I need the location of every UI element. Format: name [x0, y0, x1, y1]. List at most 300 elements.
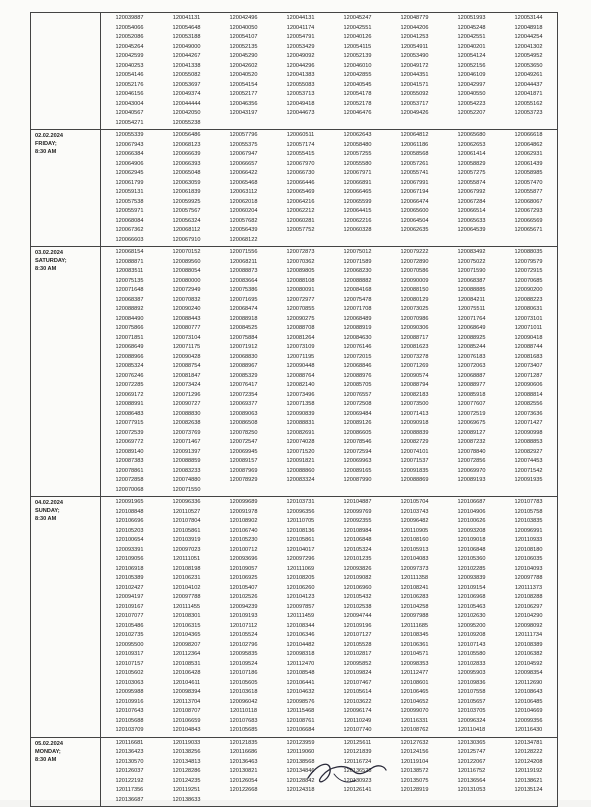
- roll-number: 120046010: [343, 62, 372, 69]
- roll-number: 120054952: [514, 53, 543, 59]
- roll-number: 120076557: [343, 391, 372, 398]
- roll-number: 120110705: [286, 518, 315, 524]
- roll-number: 120108180: [514, 546, 543, 553]
- roll-number: 120124235: [172, 777, 201, 784]
- roll-number: 120106848: [457, 546, 486, 553]
- roll-number: 120040201: [457, 43, 486, 50]
- roll-number: 120071556: [229, 249, 258, 255]
- roll-number: 120088443: [172, 315, 201, 322]
- roll-number: 120082556: [514, 401, 543, 407]
- roll-number: 120103705: [457, 708, 486, 714]
- roll-number: 120091965: [115, 499, 144, 505]
- roll-number: 120130570: [115, 758, 144, 765]
- roll-number: 120051993: [457, 15, 486, 21]
- roll-number: 120119251: [172, 787, 201, 793]
- roll-number: 120095500: [115, 641, 144, 648]
- roll-number: 120068387: [115, 296, 144, 303]
- roll-number: 120073104: [172, 334, 201, 341]
- roll-number: 120072977: [286, 296, 315, 303]
- roll-number: 120138256: [172, 749, 201, 755]
- roll-number: 120074101: [400, 448, 429, 455]
- roll-number-grid: [101, 497, 557, 737]
- roll-number: 120089127: [457, 429, 486, 436]
- roll-number: 120052176: [115, 81, 144, 88]
- roll-number: 120093391: [115, 546, 144, 553]
- roll-number: 120068387: [457, 277, 486, 284]
- roll-number: 120046476: [343, 110, 372, 116]
- roll-number: 120071648: [115, 287, 144, 293]
- roll-number: 120102285: [457, 565, 486, 572]
- roll-number: 120110905: [400, 527, 429, 534]
- roll-number: 120097988: [400, 613, 429, 619]
- roll-number: 120115468: [286, 708, 315, 714]
- roll-number: 120053717: [400, 100, 429, 107]
- roll-number: 120056486: [172, 132, 201, 138]
- roll-number: 120078546: [343, 439, 372, 445]
- roll-number: 120085324: [115, 363, 144, 369]
- roll-number: 120090574: [400, 372, 429, 379]
- roll-number: 120105203: [115, 527, 144, 534]
- roll-number: 120088919: [343, 325, 372, 331]
- roll-number: 120080091: [286, 287, 315, 293]
- roll-number: 120090839: [286, 410, 315, 417]
- roll-number: 120134781: [514, 739, 543, 746]
- roll-number: 120067991: [400, 179, 429, 186]
- schedule-row: [31, 130, 558, 247]
- roll-number: 120116724: [343, 758, 372, 765]
- roll-number: 120054115: [343, 43, 372, 50]
- roll-number: 120116430: [514, 727, 543, 733]
- roll-number: 120082691: [286, 429, 315, 436]
- roll-number: 120054791: [286, 34, 315, 40]
- roll-number: 120107740: [343, 727, 372, 733]
- roll-number: 120060281: [286, 217, 315, 224]
- roll-number: 120072890: [400, 258, 429, 265]
- session-date-label: 05.02.2024 MONDAY; 8:30 AM: [31, 737, 101, 807]
- roll-number: 120104482: [286, 641, 315, 648]
- roll-number: 120104611: [172, 679, 201, 686]
- roll-number: 120088859: [172, 458, 201, 464]
- roll-number: 120071296: [172, 391, 201, 398]
- roll-number: 120109208: [457, 632, 486, 638]
- roll-number: 120083233: [172, 467, 201, 474]
- roll-number: 120088860: [286, 467, 315, 474]
- roll-number: 120116752: [457, 768, 486, 774]
- roll-number: 120112477: [400, 670, 429, 676]
- roll-number: 120125747: [457, 749, 486, 755]
- roll-number: 120104632: [286, 689, 315, 695]
- roll-number: 120066384: [115, 151, 144, 157]
- roll-number: 120071520: [286, 448, 315, 455]
- roll-number: 120138572: [400, 768, 429, 774]
- roll-number: 120071413: [400, 410, 429, 417]
- roll-number: 120096324: [457, 717, 486, 724]
- roll-number: 120094239: [229, 603, 258, 610]
- roll-number: 120052177: [229, 91, 258, 97]
- roll-number: 120072519: [457, 410, 486, 417]
- roll-number: 120073500: [400, 401, 429, 407]
- roll-number: 120059131: [115, 189, 144, 195]
- roll-number: 120070685: [514, 277, 543, 284]
- roll-number: 120067947: [229, 151, 258, 157]
- roll-number: 120061186: [400, 141, 429, 148]
- roll-number: 120089063: [229, 410, 258, 417]
- roll-number: 120041338: [172, 62, 201, 69]
- roll-number: 120057174: [286, 141, 315, 148]
- roll-number: 120066446: [286, 179, 315, 186]
- session-date-label: 03.02.2024 SATURDAY; 8:30 AM: [31, 247, 101, 497]
- roll-number: 120105758: [514, 508, 543, 515]
- roll-number: 120070986: [400, 315, 429, 322]
- roll-number: 120081683: [514, 353, 543, 360]
- roll-number: 120112364: [172, 651, 201, 657]
- roll-number: 120138633: [172, 796, 201, 803]
- roll-number: 120041302: [514, 43, 543, 50]
- roll-number: 120088839: [400, 429, 429, 436]
- roll-number: 120071195: [286, 353, 315, 360]
- roll-number: 120072594: [343, 448, 372, 455]
- roll-number: 120063112: [229, 189, 258, 195]
- roll-number: 120044444: [172, 100, 201, 107]
- roll-number: 120064812: [400, 132, 429, 138]
- roll-number: 120071011: [514, 325, 543, 331]
- roll-number: 120071550: [172, 486, 201, 493]
- roll-number: 120071590: [457, 268, 486, 274]
- roll-number: 120066891: [343, 179, 372, 186]
- roll-number: 120088925: [457, 334, 486, 341]
- roll-number: 120138568: [286, 758, 315, 765]
- roll-number: 120102817: [343, 651, 372, 657]
- roll-number: 120088991: [115, 401, 144, 407]
- roll-number: 120077915: [115, 420, 144, 426]
- roll-number: 120071912: [229, 344, 258, 350]
- roll-number: 120091978: [229, 508, 258, 515]
- roll-number: 120061439: [514, 160, 543, 167]
- roll-number: 120046156: [115, 91, 144, 97]
- roll-number: 120068112: [172, 227, 201, 233]
- roll-number: 120122192: [115, 777, 144, 784]
- roll-number: 120071537: [400, 458, 429, 464]
- roll-number: 120124208: [514, 758, 543, 765]
- roll-number: 120073101: [514, 315, 543, 322]
- roll-number: 120104258: [400, 603, 429, 610]
- roll-number: 120106297: [514, 603, 543, 610]
- roll-number: 120076146: [343, 344, 372, 350]
- roll-number: 120070855: [286, 306, 315, 312]
- roll-number: 120068230: [343, 268, 372, 274]
- roll-number: 120072949: [172, 287, 201, 293]
- roll-number: 120055082: [172, 72, 201, 78]
- roll-number: 120067992: [457, 189, 486, 195]
- roll-number: 120134813: [172, 758, 201, 765]
- roll-number: 120042551: [457, 34, 486, 40]
- roll-number: 120068846: [343, 363, 372, 369]
- roll-number: 120053650: [514, 62, 543, 69]
- roll-number: 120057261: [400, 160, 429, 167]
- roll-number: 120082183: [400, 391, 429, 398]
- roll-number: 120069172: [115, 391, 144, 398]
- roll-number: 120088794: [400, 382, 429, 388]
- roll-number: 120128919: [400, 787, 429, 793]
- roll-number: 120102526: [229, 594, 258, 600]
- roll-number: 120102538: [343, 603, 372, 610]
- roll-number: 120052139: [343, 53, 372, 59]
- roll-number: 120111358: [400, 575, 429, 581]
- roll-number: 120108761: [286, 717, 315, 724]
- roll-number: 120054124: [457, 53, 486, 59]
- roll-number: 120093208: [457, 527, 486, 534]
- roll-number: 120042997: [457, 81, 486, 88]
- roll-number: 120121839: [343, 749, 372, 755]
- roll-number: 120088108: [286, 277, 315, 284]
- roll-number: 120066657: [229, 160, 258, 167]
- roll-number: 120103709: [115, 727, 144, 733]
- roll-number: 120105524: [229, 632, 258, 638]
- roll-number: 120068887: [457, 372, 486, 379]
- roll-number: 120057567: [172, 208, 201, 214]
- roll-number: 120055415: [286, 151, 315, 157]
- roll-number: 120079579: [514, 258, 543, 265]
- roll-number: 120062643: [343, 132, 372, 138]
- roll-number: 120088744: [514, 344, 543, 350]
- roll-number: 120074880: [172, 477, 201, 483]
- roll-number: 120069963: [343, 458, 372, 464]
- roll-number: 120125611: [343, 739, 372, 746]
- roll-number: 120072539: [115, 429, 144, 436]
- roll-number: 120119033: [172, 739, 201, 746]
- roll-number: 120075478: [343, 296, 372, 303]
- roll-number: 120076246: [115, 372, 144, 379]
- roll-number: 120088831: [286, 420, 315, 426]
- roll-number: 120110418: [457, 727, 486, 733]
- roll-number: 120046109: [457, 72, 486, 78]
- schedule-row: [31, 13, 558, 130]
- roll-number: 120106925: [229, 575, 258, 581]
- roll-number: 120119060: [286, 749, 315, 755]
- roll-number: 120087232: [457, 439, 486, 445]
- roll-number: 120100712: [229, 546, 258, 553]
- roll-number: 120042496: [229, 15, 258, 21]
- roll-number: 120119192: [514, 768, 543, 774]
- roll-number: 120088869: [400, 477, 429, 483]
- roll-number: 120106740: [229, 527, 258, 534]
- roll-number: 120061414: [457, 151, 486, 157]
- roll-number: 120040545: [343, 81, 372, 88]
- roll-number: 120058985: [514, 170, 543, 176]
- roll-number: 120109824: [343, 670, 372, 676]
- roll-number: 120075022: [457, 258, 486, 265]
- roll-number: 120063059: [172, 179, 201, 186]
- roll-number: 120097296: [286, 556, 315, 562]
- roll-number: 120066639: [172, 151, 201, 157]
- roll-number: 120072508: [343, 401, 372, 407]
- roll-number: 120055092: [400, 91, 429, 97]
- roll-number: 120104083: [400, 556, 429, 562]
- roll-number: 120103743: [400, 508, 429, 515]
- roll-number: 120096174: [343, 708, 372, 714]
- roll-number: 120065671: [514, 227, 543, 233]
- roll-number: 120093696: [229, 556, 258, 562]
- roll-number: 120069377: [229, 401, 258, 407]
- roll-number: 120088918: [229, 315, 258, 322]
- roll-number: 120103919: [172, 537, 201, 543]
- roll-number: 120040520: [229, 72, 258, 78]
- roll-number: 120068067: [514, 198, 543, 205]
- roll-number: 120074028: [286, 439, 315, 445]
- roll-number: 120109057: [229, 565, 258, 572]
- roll-number: 120041383: [286, 72, 315, 78]
- roll-number: 120078861: [115, 467, 144, 474]
- roll-number: 120099689: [229, 499, 258, 505]
- roll-number: 120105605: [229, 679, 258, 686]
- roll-number: 120098353: [400, 660, 429, 667]
- roll-number: 120090918: [400, 420, 429, 426]
- roll-number: 120067943: [115, 141, 144, 148]
- roll-number: 120068489: [343, 315, 372, 322]
- roll-number: 120055238: [172, 119, 201, 126]
- roll-number: 120066422: [229, 170, 258, 176]
- roll-number: 120077607: [457, 401, 486, 407]
- roll-number: 120090428: [172, 353, 201, 360]
- roll-number: 120107467: [343, 679, 372, 686]
- roll-number: 120080000: [172, 277, 201, 284]
- roll-number: 120106696: [115, 518, 144, 524]
- roll-number: 120053188: [172, 34, 201, 40]
- roll-number: 120105389: [115, 575, 144, 581]
- roll-number: 120105360: [457, 556, 486, 562]
- roll-number: 120054271: [115, 119, 144, 126]
- roll-number: 120049426: [400, 110, 429, 116]
- roll-number: 120110527: [172, 508, 201, 515]
- roll-number: 120108707: [172, 708, 201, 714]
- roll-number: 120068123: [172, 141, 201, 148]
- roll-number: 120096991: [514, 527, 543, 534]
- roll-number: 120103622: [343, 698, 372, 705]
- roll-number: 120093826: [343, 565, 372, 572]
- roll-number: 120069970: [457, 467, 486, 474]
- roll-number: 120090275: [286, 315, 315, 322]
- roll-number: 120075386: [229, 287, 258, 293]
- roll-number: 120102796: [229, 641, 258, 648]
- roll-number: 120108198: [172, 565, 201, 572]
- roll-number: 120078840: [457, 448, 486, 455]
- roll-number: 120057682: [229, 217, 258, 224]
- roll-number: 120105324: [343, 546, 372, 553]
- roll-number: 120105432: [343, 594, 372, 600]
- roll-number: 120105614: [343, 689, 372, 695]
- roll-number: 120135124: [514, 787, 543, 793]
- roll-number: 120065469: [286, 189, 315, 195]
- roll-number: 120110118: [229, 708, 258, 714]
- roll-number: 120107558: [457, 689, 486, 695]
- roll-number: 120074453: [514, 458, 543, 464]
- roll-number: 120052156: [457, 62, 486, 69]
- roll-number: 120105704: [400, 499, 429, 505]
- roll-number: 120106687: [457, 499, 486, 505]
- roll-number: 120042855: [343, 72, 372, 78]
- roll-number: 120049418: [286, 100, 315, 107]
- roll-number: 120097788: [172, 594, 201, 600]
- roll-number: 120098354: [514, 670, 543, 676]
- roll-number: 120108601: [400, 679, 429, 686]
- roll-number: 120136525: [343, 768, 372, 774]
- roll-number: 120068830: [229, 353, 258, 360]
- roll-number: 120098576: [286, 698, 315, 705]
- roll-number-grid: [101, 13, 557, 129]
- roll-number: 120098092: [514, 622, 543, 629]
- roll-number: 120099769: [343, 508, 372, 515]
- roll-number: 120097373: [400, 565, 429, 572]
- roll-number: 120105688: [115, 717, 144, 724]
- roll-number: 120049261: [514, 72, 543, 78]
- roll-number: 120109916: [115, 698, 144, 705]
- roll-number: 120091397: [172, 448, 201, 455]
- roll-number: 120108344: [286, 622, 315, 629]
- roll-number: 120079222: [400, 249, 429, 255]
- roll-number: 120111069: [286, 565, 315, 572]
- session-date-label: 04.02.2024 SUNDAY; 8:30 AM: [31, 497, 101, 738]
- roll-number: 120072873: [286, 249, 315, 255]
- roll-number: 120049172: [400, 62, 429, 69]
- roll-number: 120121835: [229, 739, 258, 746]
- roll-number: 120071358: [286, 401, 315, 407]
- roll-number: 120116686: [229, 749, 258, 755]
- roll-number: 120073407: [514, 363, 543, 369]
- roll-number: 120088754: [172, 363, 201, 369]
- roll-number: 120095200: [457, 622, 486, 629]
- roll-number: 120094197: [115, 594, 144, 600]
- roll-number: 120108984: [343, 527, 372, 534]
- roll-number: 120045247: [343, 15, 372, 21]
- roll-number: 120064216: [286, 198, 315, 205]
- roll-number: 120042599: [115, 53, 144, 59]
- roll-number: 120106659: [172, 717, 201, 724]
- roll-number: 120044206: [400, 24, 429, 31]
- roll-number: 120075135: [115, 277, 144, 284]
- roll-number: 120067971: [343, 170, 372, 176]
- roll-number: 120040253: [115, 62, 144, 69]
- roll-number: 120103063: [115, 679, 144, 686]
- roll-number: 120108301: [172, 613, 201, 619]
- roll-number: 120112470: [286, 660, 315, 667]
- roll-number: 120108531: [172, 660, 201, 667]
- roll-number: 120089165: [343, 467, 372, 474]
- roll-number: 120041571: [400, 81, 429, 88]
- roll-number: 120111734: [514, 632, 543, 638]
- roll-number: 120106231: [172, 575, 201, 581]
- roll-number: 120107643: [115, 708, 144, 714]
- roll-number: 120058829: [457, 160, 486, 167]
- roll-number: 120097857: [286, 603, 315, 610]
- roll-number: 120072063: [457, 363, 486, 369]
- roll-number: 120057796: [229, 132, 258, 138]
- roll-number: 120088871: [115, 258, 144, 265]
- roll-number: 120091935: [514, 477, 543, 483]
- roll-number: 120040567: [115, 110, 144, 116]
- roll-number: 120088223: [514, 296, 543, 303]
- roll-number: 120055339: [115, 132, 144, 138]
- roll-number: 120098318: [286, 651, 315, 657]
- roll-number: 120066603: [115, 236, 144, 243]
- roll-number: 120108643: [514, 689, 543, 695]
- roll-number: 120082927: [514, 448, 543, 455]
- roll-number: 120131053: [457, 787, 486, 793]
- roll-number-cell: [101, 497, 558, 738]
- roll-number: 120087383: [115, 458, 144, 464]
- roll-number: 120096336: [172, 499, 201, 505]
- roll-number: 120070362: [286, 258, 315, 265]
- roll-number: 120108389: [514, 641, 543, 648]
